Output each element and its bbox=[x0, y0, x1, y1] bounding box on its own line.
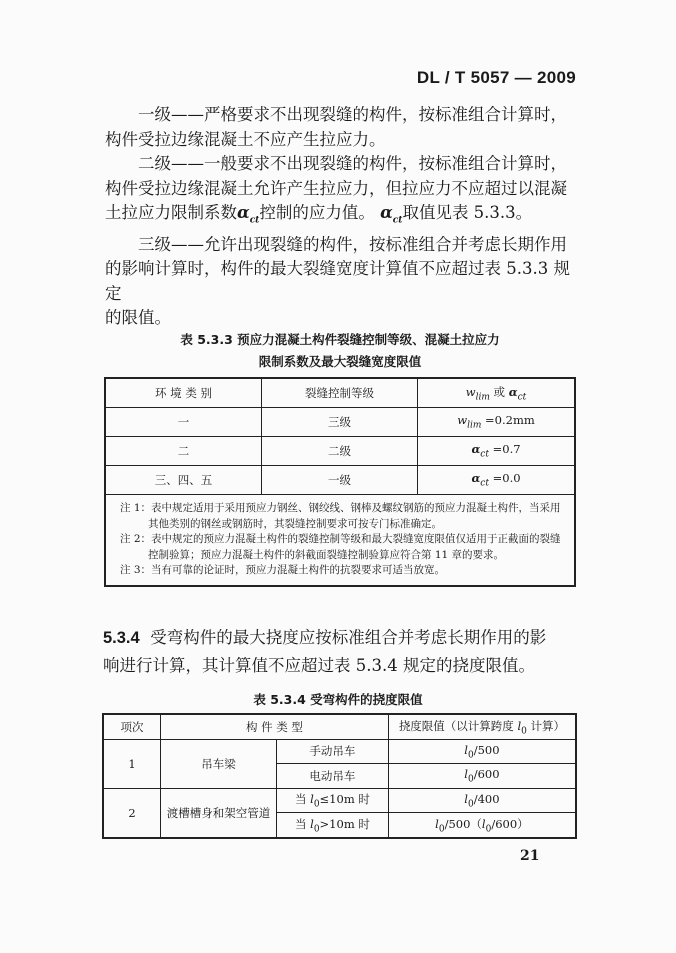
level1-line-b: 构件受拉边缘混凝土不应产生拉应力。 bbox=[105, 129, 386, 149]
sub-type-cell: 当 $l_0\le 10m$ 时 bbox=[277, 788, 389, 813]
level2-line-b: 构件受拉边缘混凝土允许产生拉应力，但拉应力不应超过以混凝 bbox=[105, 178, 567, 198]
table-row bbox=[103, 788, 576, 813]
section-5-3-4 bbox=[103, 624, 577, 680]
item-no-cell: 1 bbox=[103, 739, 161, 788]
table-notes bbox=[105, 495, 575, 586]
sub-type-cell: 手动吊车 bbox=[277, 739, 389, 764]
table-row bbox=[105, 437, 575, 466]
section-text-b: 响进行计算，其计算值不应超过表 5.3.4 规定的挠度限值。 bbox=[103, 656, 535, 675]
alpha-symbol: $\alpha_{ct}$ bbox=[380, 203, 403, 226]
deflection-limit-table bbox=[102, 713, 577, 839]
header-item-no: 项次 bbox=[103, 714, 161, 739]
level2-line-c-mid: 控制的应力值。 bbox=[259, 203, 375, 222]
limit-cell: $l_0/500$ bbox=[388, 739, 576, 764]
table-header-row bbox=[103, 714, 576, 739]
limit-cell: $l_0/400$ bbox=[388, 788, 576, 813]
table-row bbox=[105, 466, 575, 495]
table1-caption: 表 5.3.3 预应力混凝土构件裂缝控制等级、混凝土拉应力 限制系数及最大裂缝宽度限值 bbox=[180, 332, 500, 369]
sub-type-cell: 当 $l_0>10m$ 时 bbox=[277, 813, 389, 838]
header-limit: $w_{lim}$ 或 $\alpha_{ct}$ bbox=[418, 378, 576, 408]
value-cell: $\alpha_{ct} =0.7$ bbox=[418, 437, 576, 466]
header-crack-grade: 裂缝控制等级 bbox=[262, 378, 418, 408]
note-3: 注 3：当有可靠的论证时，预应力混凝土构件的抗裂要求可适当放宽。 bbox=[120, 564, 446, 576]
alpha-symbol: $\alpha_{ct}$ bbox=[237, 203, 260, 226]
crack-control-table bbox=[104, 377, 576, 587]
header-member-type: 构 件 类 型 bbox=[161, 714, 389, 739]
level3-line-a: 三级——允许出现裂缝的构件，按标准组合并考虑长期作用 bbox=[138, 234, 567, 254]
notes-row bbox=[105, 495, 575, 586]
item-no-cell: 2 bbox=[103, 788, 161, 838]
value-cell: $w_{lim} =0.2mm$ bbox=[418, 408, 576, 437]
table2-caption: 表 5.3.4 受弯构件的挠度限值 bbox=[253, 692, 423, 707]
header-env-class: 环 境 类 别 bbox=[105, 378, 262, 408]
grade-cell: 三级 bbox=[262, 408, 418, 437]
page-number: 21 bbox=[520, 848, 540, 864]
body-text bbox=[105, 103, 575, 331]
level2-line-c-pre: 土拉应力限制系数 bbox=[105, 203, 237, 222]
env-cell: 一 bbox=[105, 408, 262, 437]
note-1: 注 1：表中规定适用于采用预应力钢丝、钢绞线、钢棒及螺纹钢筋的预应力混凝土构件，当采用其他类别的钢丝或钢筋时，其裂缝控制要求可按专门标准确定。 bbox=[120, 502, 561, 530]
limit-cell: $l_0/500(l_0/600)$ bbox=[388, 813, 576, 838]
section-number: 5.3.4 bbox=[103, 629, 140, 647]
standard-code-header: DL / T 5057 — 2009 bbox=[416, 68, 576, 87]
table-row bbox=[103, 739, 576, 764]
grade-cell: 二级 bbox=[262, 437, 418, 466]
value-cell: $\alpha_{ct} =0.0$ bbox=[418, 466, 576, 495]
member-type-cell: 渡槽槽身和架空管道 bbox=[161, 788, 277, 838]
limit-cell: $l_0/600$ bbox=[388, 764, 576, 789]
header-deflection-limit: 挠度限值（以计算跨度 $l_0$ 计算） bbox=[388, 714, 576, 739]
level2-line-c-post: 取值见表 5.3.3。 bbox=[402, 203, 533, 222]
table-header-row bbox=[105, 378, 575, 408]
level3-line-c: 的限值。 bbox=[105, 308, 171, 328]
note-2: 注 2：表中规定的预应力混凝土构件的裂缝控制等级和最大裂缝宽度限值仅适用于正截面的裂缝控制验算；预应力混凝土构件的斜截面裂缝控制验算应符合第 11 章的要求。 bbox=[120, 533, 561, 561]
sub-type-cell: 电动吊车 bbox=[277, 764, 389, 789]
grade-cell: 一级 bbox=[262, 466, 418, 495]
table-row bbox=[105, 408, 575, 437]
section-text-a: 受弯构件的最大挠度应按标准组合并考虑长期作用的影 bbox=[150, 628, 547, 647]
level2-line-a: 二级——一般要求不出现裂缝的构件，按标准组合计算时， bbox=[138, 154, 567, 173]
env-cell: 三、四、五 bbox=[105, 466, 262, 495]
level3-line-b: 的影响计算时，构件的最大裂缝宽度计算值不应超过表 5.3.3 规定 bbox=[105, 259, 570, 303]
level1-line-a: 一级——严格要求不出现裂缝的构件，按标准组合计算时， bbox=[138, 105, 567, 124]
member-type-cell: 吊车梁 bbox=[161, 739, 277, 788]
env-cell: 二 bbox=[105, 437, 262, 466]
